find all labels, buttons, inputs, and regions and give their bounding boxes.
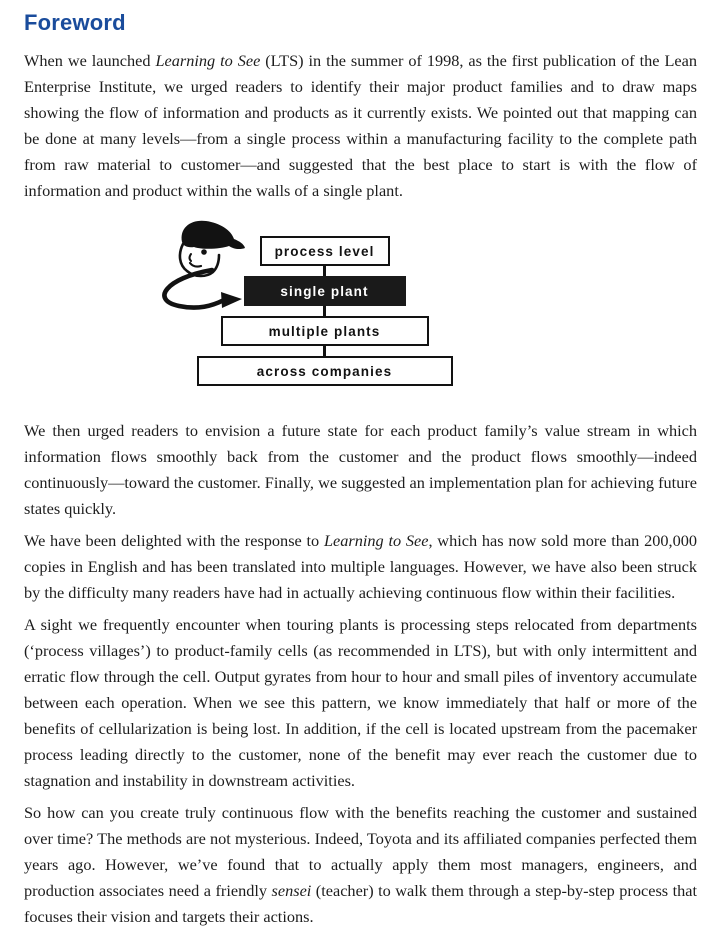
diagram-connector-line (323, 266, 326, 276)
foreword-paragraph-5 (24, 800, 697, 930)
text-run: A sight we frequently encounter when touring plants is processing steps relocated from departments (‘process villages’) to product-family cells (as recommended in LTS), but with only intermittent and erratic flow through the cell. Output gyrates from hour to hour and small piles of inventory accumulate between each operation. When we see this pattern, we know immediately that half or more of the benefits of cellularization is being lost. In addition, if the cell is located upstream from the pacemaker process leading directly to the customer, none of the benefit may ever reach the customer due to stagnation and instability in downstream activities. (24, 615, 697, 790)
diagram-box-label: multiple plants (268, 323, 381, 339)
page-title: Foreword (24, 10, 126, 35)
diagram-box-single-plant (244, 276, 406, 306)
text-run: So how can you create truly continuous flow with the benefits reaching the customer and sustained over time? The methods are not mysterious. Indeed, Toyota and its affiliated companies perfected them years ago. However, we’ve found that to actually apply them most managers, engineers, and production associates need a friendly (24, 803, 697, 900)
diagram-levels-stack (0, 236, 661, 386)
diagram-box-label: process level (274, 243, 375, 259)
text-run: When we launched (24, 51, 156, 70)
text-run: We have been delighted with the response to (24, 531, 324, 550)
foreword-paragraph-2 (24, 418, 697, 522)
diagram-box-multiple-plants (221, 316, 429, 346)
diagram-connector-line (323, 306, 326, 316)
foreword-paragraph-1 (24, 48, 697, 204)
foreign-word-italic: sensei (271, 881, 312, 900)
text-run: , which has now sold more than 200,000 copies in English and has been translated into multiple languages. However, we have also been struck by the difficulty many readers have had in actually achieving continuous flow within their facilities. (24, 531, 697, 602)
mapping-levels-diagram (24, 212, 697, 390)
diagram-box-label: across companies (256, 363, 393, 379)
diagram-box-process-level (260, 236, 390, 266)
foreword-paragraph-4 (24, 612, 697, 794)
book-title-italic: Learning to See (155, 51, 261, 70)
text-run: (LTS) in the summer of 1998, as the first publication of the Lean Enterprise Institute, we urged readers to identify their major product families and to draw maps showing the flow of information and products as it currently exists. We pointed out that mapping can be done at many levels—from a single process within a manufacturing facility to the complete path from raw material to customer—and suggested that the best place to start is with the flow of information and product within the walls of a single plant. (24, 51, 697, 200)
book-title-italic: Learning to See (323, 531, 429, 550)
diagram-connector-line (323, 346, 326, 356)
diagram-box-across-companies (197, 356, 453, 386)
text-run: (teacher) to walk them through a step-by-step process that focuses their vision and targets their actions. (24, 881, 698, 926)
foreword-paragraph-3 (24, 528, 697, 606)
text-run: We then urged readers to envision a future state for each product family’s value stream in which information flows smoothly back from the customer and the product flows smoothly—indeed continuously—toward the customer. Finally, we suggested an implementation plan for achieving future states quickly. (24, 421, 697, 518)
diagram-box-label: single plant (280, 283, 369, 299)
